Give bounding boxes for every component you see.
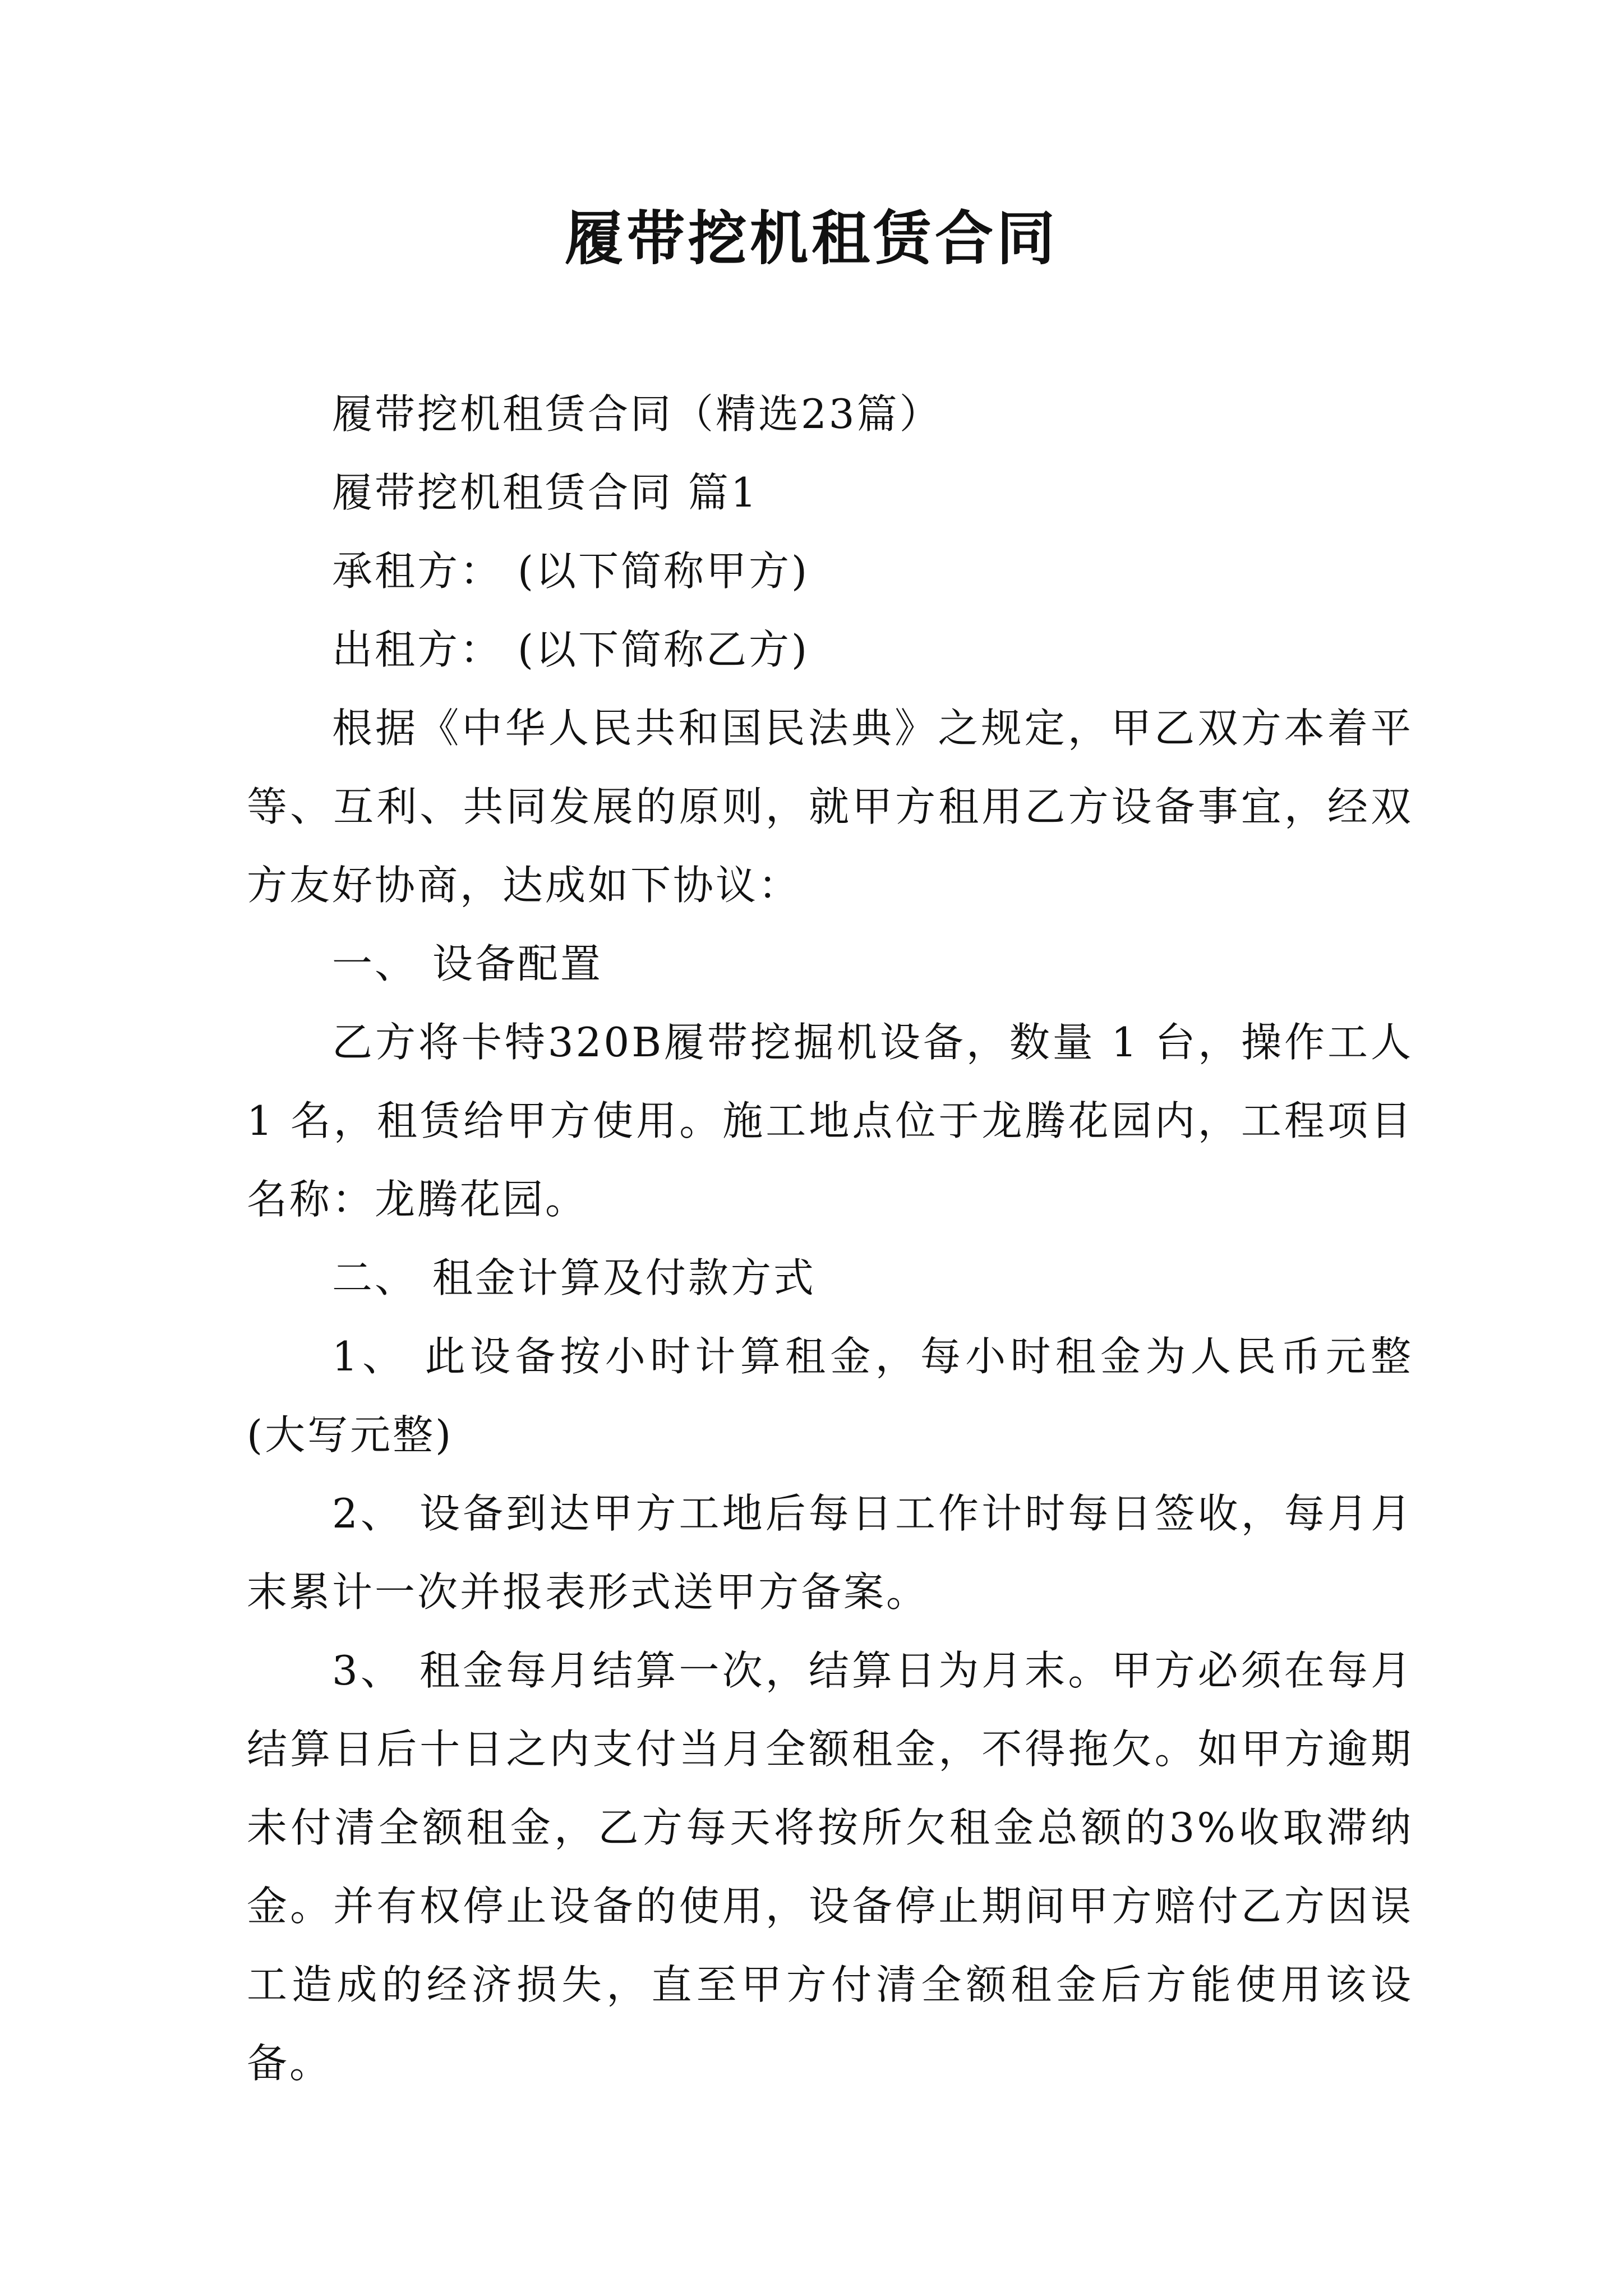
paragraph-clause-2-item-1: 1、 此设备按小时计算租金，每小时租金为人民币元整(大写元整) bbox=[247, 1333, 1413, 1458]
document-title: 履带挖机租赁合同 bbox=[564, 204, 1058, 273]
paragraph-clause-heading-2: 二、 租金计算及付款方式 bbox=[332, 1254, 816, 1301]
paragraph-clause-2-item-3: 3、 租金每月结算一次，结算日为月末。甲方必须在每月结算日后十日之内支付当月全额租金，不得拖欠。如甲方逾期未付清全额租金，乙方每天将按所欠租金总额的3%收取滞纳金。并有权停止设备的使用，设备停止期间甲方赔付乙方因误工造成的经济损失，直至甲方付清全额租金后方能使用该设备。 bbox=[247, 1647, 1413, 2087]
paragraph-section-heading: 履带挖机租赁合同 篇1 bbox=[332, 469, 759, 516]
paragraph-lessee: 承租方： (以下简称甲方) bbox=[332, 547, 810, 595]
paragraph-clause-1-text: 乙方将卡特320B履带挖掘机设备，数量 1 台，操作工人 1 名，租赁给甲方使用。施工地点位于龙腾花园内，工程项目名称：龙腾花园。 bbox=[247, 1019, 1413, 1223]
paragraph-lessor: 出租方： (以下简称乙方) bbox=[332, 626, 810, 673]
paragraph-preamble: 根据《中华人民共和国民法典》之规定，甲乙双方本着平等、互利、共同发展的原则，就甲方租用乙方设备事宜，经双方友好协商，达成如下协议： bbox=[247, 705, 1413, 909]
document-body bbox=[247, 375, 1413, 2102]
paragraph-clause-heading-1: 一、 设备配置 bbox=[332, 940, 603, 987]
paragraph-subtitle: 履带挖机租赁合同（精选23篇） bbox=[332, 390, 942, 438]
paragraph-clause-2-item-2: 2、 设备到达甲方工地后每日工作计时每日签收，每月月末累计一次并报表形式送甲方备案。 bbox=[247, 1490, 1413, 1616]
